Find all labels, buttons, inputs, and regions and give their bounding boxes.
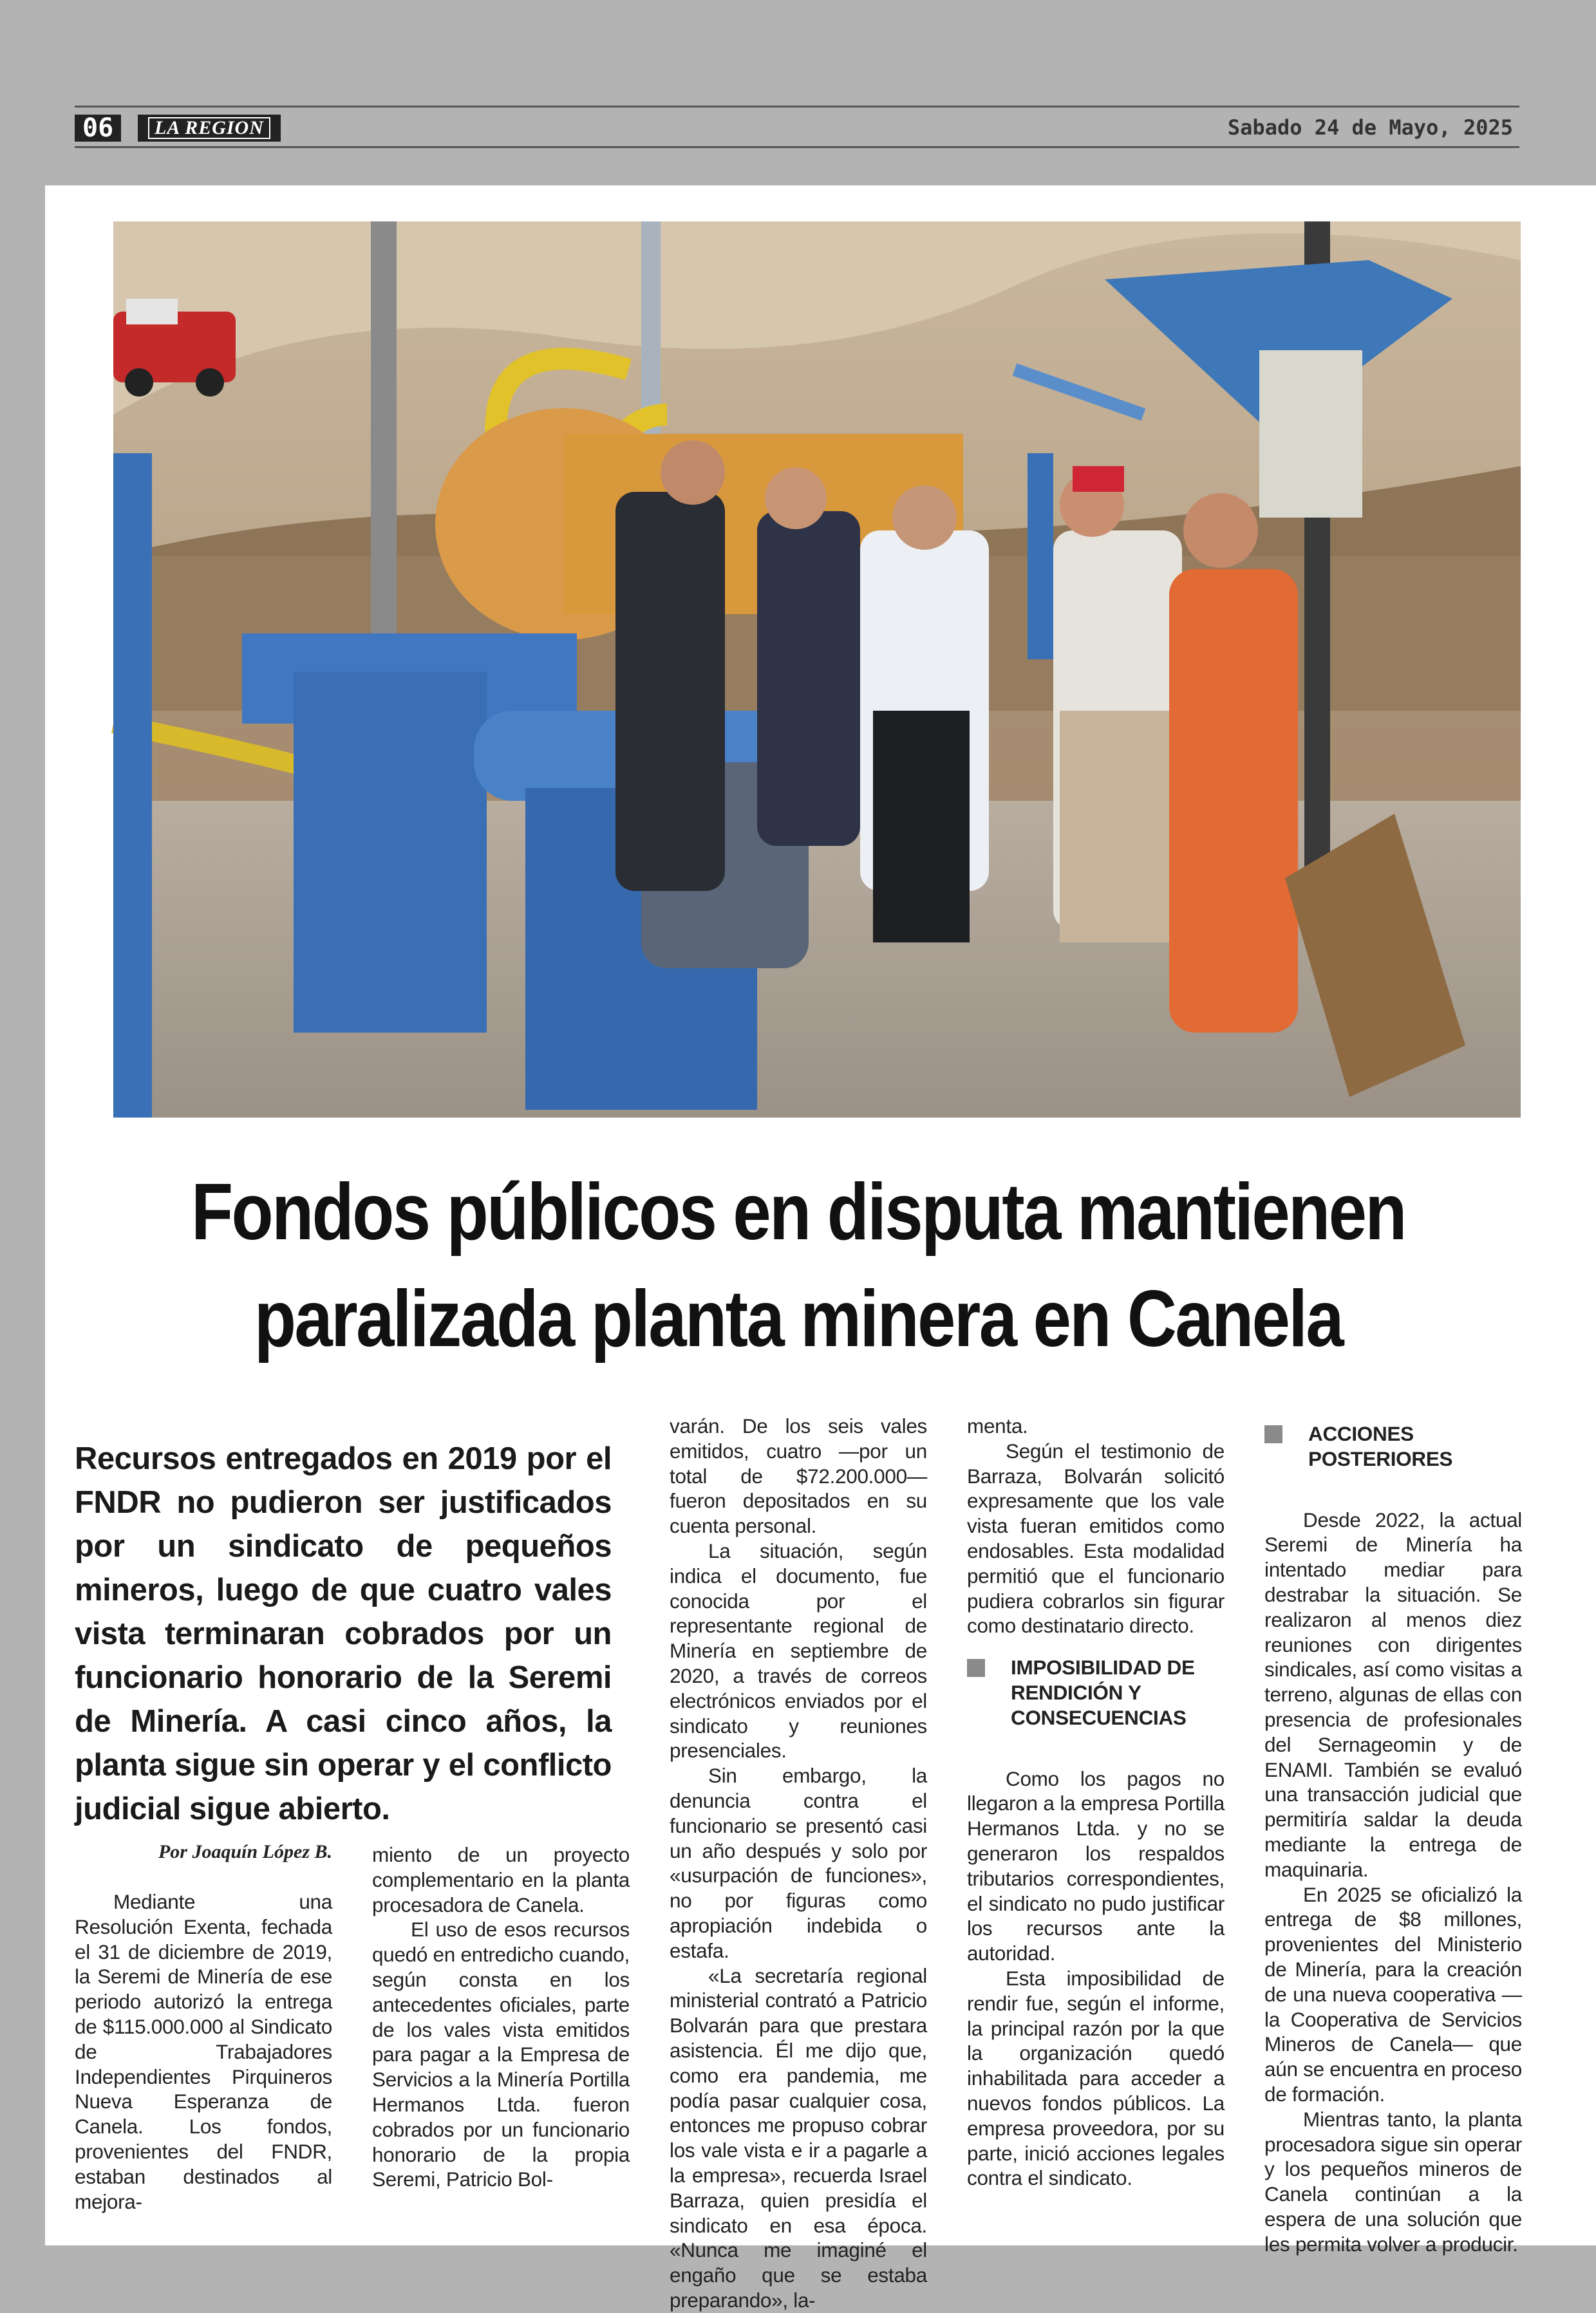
paragraph: Sin embargo, la denuncia contra el funcionario se presentó casi un año después y solo por «usurpación de funciones», no por figuras como apropiación indebida o estafa.: [670, 1764, 927, 1962]
square-bullet-icon: [967, 1659, 985, 1677]
article-column-5: [1264, 1414, 1522, 2257]
article-column-3: [670, 1414, 927, 2313]
header-rule-bottom: [75, 146, 1519, 148]
photo-mining-plant-icon: [113, 221, 1521, 1118]
headline-line-2: paralizada planta minera en Canela: [254, 1275, 1343, 1363]
paragraph: El uso de esos recursos quedó en entredicho cuando, según consta en los antecedentes oficiales, parte de los vales vista emitidos para pagar a la Empresa de Servicios a la Minería Portilla Hermanos Ltda. fueron cobrados por un funcionario honorario de la propia Seremi, Patricio Bol-: [372, 1918, 630, 2191]
paragraph: miento de un proyecto complementario en la planta procesadora de Canela.: [372, 1843, 630, 1916]
paragraph: En 2025 se oficializó la entrega de $8 millones, provenientes del Ministerio de Minería, para la creación de una nueva cooperativa —la Cooperativa de Servicios Mineros de Canela— que aún se encuentra en proceso de formación.: [1264, 1882, 1522, 2106]
article-column-1: [75, 1889, 332, 2214]
paragraph: Desde 2022, la actual Seremi de Minería ha intentado mediar para destrabar la situación. Se realizaron al menos diez reuniones con dirigentes sindicales, así como visitas a terreno, algunas de ellas con presencia de profesionales del Sernageomin y de ENAMI. También se evaluó una transacción judicial que permitiría saldar la deuda mediante la entrega de maquinaria.: [1264, 1508, 1522, 1881]
publication-name-text: LA REGION: [148, 117, 270, 139]
article-column-4: [967, 1414, 1225, 2191]
paragraph: Mediante una Resolución Exenta, fechada el 31 de diciembre de 2019, la Seremi de Minería de ese periodo autorizó la entrega de $115.000.000 al Sindicato de Trabajadores Independientes Pirquineros Nueva Esperanza de Canela. Los fondos, provenientes del FNDR, estaban destinados al mejora-: [75, 1890, 332, 2213]
article-headline: [156, 1159, 1440, 1372]
paragraph: menta.: [967, 1414, 1028, 1437]
square-bullet-icon: [1264, 1425, 1282, 1443]
article-photo: [113, 221, 1521, 1118]
section-subhead-rendicion: [967, 1655, 1225, 1730]
paragraph: Como los pagos no llegaron a la empresa Portilla Hermanos Ltda. y no se generaron los respaldos tributarios correspondientes, el sindicato no pudo justificar los recursos ante la autoridad.: [967, 1766, 1225, 1965]
header-rule-top: [75, 106, 1519, 108]
paragraph: Mientras tanto, la planta procesadora sigue sin operar y los pequeños mineros de Canela continúan a la espera de una solución que les permita volver a producir.: [1264, 2107, 1522, 2256]
paragraph: varán. De los seis vales emitidos, cuatro —por un total de $72.200.000— fueron depositados en su cuenta personal.: [670, 1414, 927, 1538]
page-number: 06: [75, 115, 121, 142]
section-subhead-acciones: [1264, 1421, 1522, 1472]
paragraph: Según el testimonio de Barraza, Bolvarán solicitó expresamente que los vale vista fueran emitidos como endosables. Esta modalidad permitió que el funcionario pudiera cobrarlos sin figurar como destinatario directo.: [967, 1439, 1225, 1638]
paragraph: Esta imposibilidad de rendir fue, según el informe, la principal razón por la que la organización quedó inhabilitada para acceder a nuevos fondos públicos. La empresa proveedora, por su parte, inició acciones legales contra el sindicato.: [967, 1966, 1225, 2190]
issue-date: Sabado 24 de Mayo, 2025: [1227, 115, 1513, 140]
headline-line-1: Fondos públicos en disputa mantienen: [191, 1168, 1406, 1257]
paragraph: La situación, según indica el documento, fue conocida por el representante regional de Minería en septiembre de 2020, a través de correos electrónicos enviados por el sindicato y reuniones presenciales.: [670, 1539, 927, 1763]
publication-name: [138, 115, 281, 142]
subhead-text: IMPOSIBILIDAD DE RENDICIÓN Y CONSECUENCIAS: [1011, 1656, 1195, 1729]
page-header: [75, 106, 1519, 148]
subhead-text: ACCIONES POSTERIORES: [1308, 1422, 1453, 1470]
article-byline: Por Joaquín López B.: [158, 1841, 332, 1862]
article-lead: Recursos entregados en 2019 por el FNDR no pudieron ser justificados por un sindicato de pequeños mineros, luego de que cuatro vales vista terminaran cobrados por un funcionario honorario de la Seremi de Minería. A casi cinco años, la planta sigue sin operar y el conflicto judicial sigue abierto.: [75, 1441, 612, 1826]
article-column-2: [372, 1842, 630, 2192]
paragraph: «La secretaría regional ministerial contrató a Patricio Bolvarán para que prestara asistencia. Él me dijo que, como era pandemia, me podía pasar cualquier cosa, entonces me propuso cobrar los vale vista e ir a pagarle a la empresa», recuerda Israel Barraza, quien presidía el sindicato en esa época. «Nunca me imaginé el engaño que se estaba preparando», la-: [670, 1963, 927, 2312]
